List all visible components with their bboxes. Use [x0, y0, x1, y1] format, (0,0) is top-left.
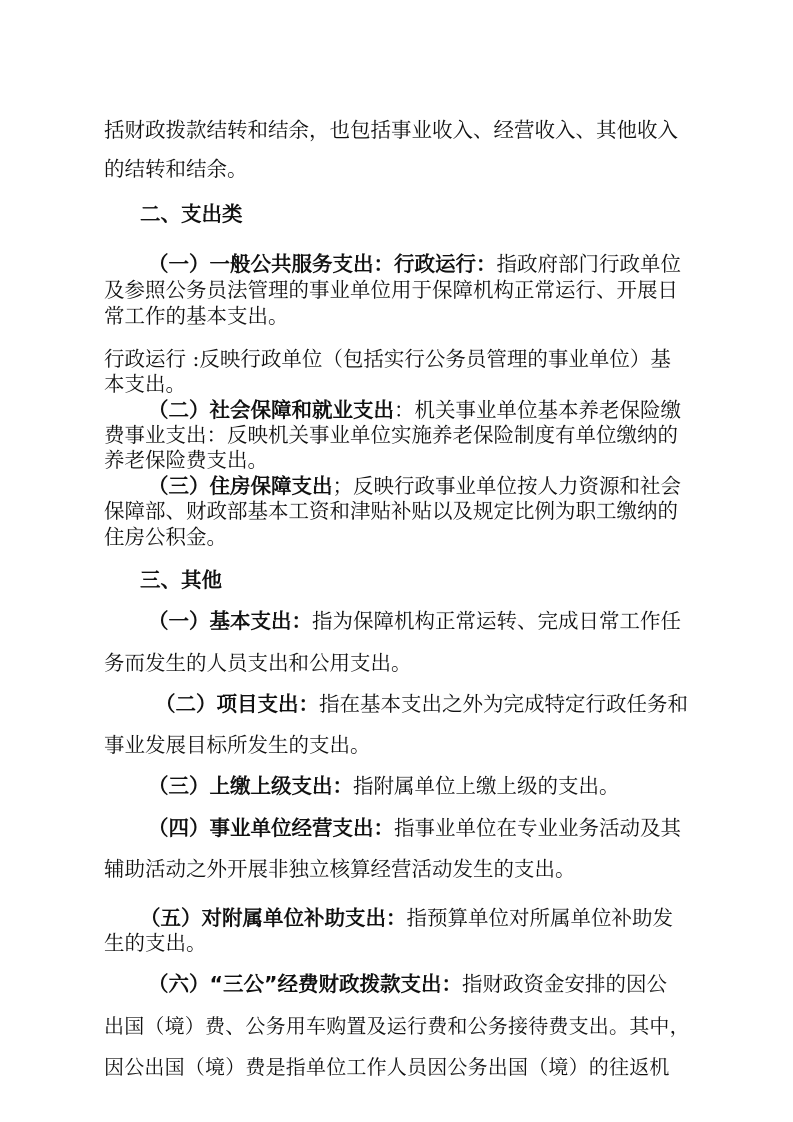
paragraph-line: 保障部、财政部基本工资和津贴补贴以及规定比例为职工缴纳的	[104, 499, 678, 523]
paragraph-line: 本支出。	[104, 372, 186, 396]
paragraph-line: 常工作的基本支出。	[104, 304, 289, 328]
item-title: （六）“三公”经费财政拨款支出：	[148, 972, 462, 996]
item-basic-expenditure	[148, 608, 748, 634]
paragraph-line: 及参照公务员法管理的事业单位用于保障机构正常运行、开展日	[104, 278, 678, 302]
item-text: 指预算单位对所属单位补助发	[406, 906, 673, 930]
section-heading-expenditure: 二、支出类	[140, 202, 243, 226]
item-title: （三）住房保障支出	[148, 474, 333, 498]
item-business-operation	[148, 815, 748, 841]
item-title: （二）社会保障和就业支出	[148, 398, 394, 422]
item-general-public-services	[148, 251, 748, 277]
item-social-security	[148, 397, 748, 423]
paragraph-line: 住房公积金。	[104, 525, 227, 549]
paragraph-line: 养老保险费支出。	[104, 448, 268, 472]
paragraph-line: 因公出国（境）费是指单位工作人员因公务出国（境）的往返机	[104, 1055, 670, 1079]
item-text: ；反映行政事业单位按人力资源和社会	[332, 474, 681, 498]
paragraph-line: 事业发展目标所发生的支出。	[104, 733, 371, 757]
item-text: 指为保障机构正常运转、完成日常工作任	[312, 609, 681, 633]
item-three-public-expenses	[148, 971, 748, 997]
item-title: （五）对附属单位补助支出：	[140, 906, 407, 930]
item-text: 指事业单位在专业业务活动及其	[394, 816, 681, 840]
item-title: （一）一般公共服务支出：行政运行：	[148, 252, 497, 276]
paragraph-line: 费事业支出：反映机关事业单位实施养老保险制度有单位缴纳的	[104, 423, 678, 447]
paragraph-line: 的结转和结余。	[104, 157, 248, 181]
item-subsidy-to-affiliates	[140, 905, 740, 931]
item-housing-security	[148, 473, 748, 499]
item-text: 指在基本支出之外为完成特定行政任务和	[319, 692, 688, 716]
paragraph-line: 行政运行 :反映行政单位（包括实行公务员管理的事业单位）基	[104, 347, 671, 371]
paragraph-line: 生的支出。	[104, 931, 207, 955]
item-text: 指附属单位上缴上级的支出。	[353, 774, 620, 798]
item-remit-to-superior	[148, 773, 748, 799]
item-text: 指政府部门行政单位	[496, 252, 681, 276]
section-heading-other: 三、其他	[140, 568, 222, 592]
item-title: （一）基本支出：	[148, 609, 312, 633]
item-text: ：机关事业单位基本养老保险缴	[394, 398, 681, 422]
item-title: （四）事业单位经营支出：	[148, 816, 394, 840]
paragraph-line: 出国（境）费、公务用车购置及运行费和公务接待费支出。其中，	[104, 1014, 690, 1038]
item-title: （三）上缴上级支出：	[148, 774, 353, 798]
item-project-expenditure	[155, 691, 755, 717]
item-text: 指财政资金安排的因公	[461, 972, 667, 996]
paragraph-line: 辅助活动之外开展非独立核算经营活动发生的支出。	[104, 857, 576, 881]
paragraph-line: 括财政拨款结转和结余，也包括事业收入、经营收入、其他收入	[104, 118, 678, 142]
item-title: （二）项目支出：	[155, 692, 319, 716]
paragraph-line: 务而发生的人员支出和公用支出。	[104, 651, 412, 675]
